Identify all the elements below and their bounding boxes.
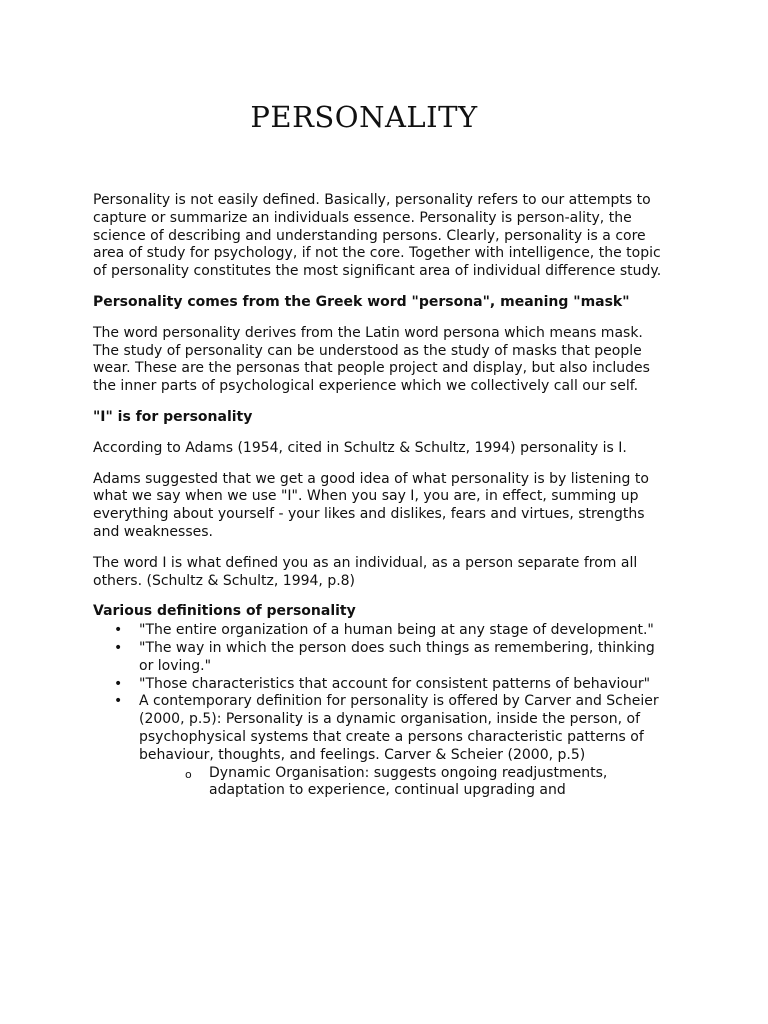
- definitions-list: [93, 622, 673, 800]
- list-item: • "The entire organization of a human being at any stage of development.": [114, 622, 673, 640]
- sub-list: [139, 765, 673, 801]
- sub-list-item: o Dynamic Organisation: suggests ongoing readjustments, adaptation to experience, continual upgrading and: [185, 765, 673, 801]
- word-i-paragraph: The word I is what defined you as an individual, as a person separate from all others. (Schultz & Schultz, 1994, p.8): [93, 554, 638, 589]
- adams-paragraph: According to Adams (1954, cited in Schultz & Schultz, 1994) personality is I.: [93, 439, 627, 456]
- section-heading-i: "I" is for personality: [93, 408, 253, 425]
- intro-paragraph: Personality is not easily defined. Basically, personality refers to our attempts to capture or summarize an individuals essence. Personality is person-ality, the science of describing and understanding persons. Clearly, personality is a core area of study for psychology, if not the core. Together with intelligence, the topic of personality constitutes the most significant area of individual difference study.: [93, 192, 662, 280]
- list-item: • "Those characteristics that account for consistent patterns of behaviour": [114, 676, 673, 694]
- persona-paragraph: The word personality derives from the Latin word persona which means mask. The study of personality can be understood as the study of masks that people wear. These are the personas that people project and display, but also includes the inner parts of psychological experience which we collectively call our self.: [93, 324, 650, 395]
- document-body: [93, 192, 673, 800]
- list-item: • "The way in which the person does such things as remembering, thinking or loving.": [114, 640, 673, 676]
- section-heading-persona: Personality comes from the Greek word "persona", meaning "mask": [93, 293, 630, 310]
- document-title: PERSONALITY: [250, 100, 478, 134]
- list-item: [114, 693, 673, 800]
- section-heading-definitions: Various definitions of personality: [93, 603, 356, 620]
- adams-suggestion-paragraph: Adams suggested that we get a good idea of what personality is by listening to what we say when we use "I". When you say I, you are, in effect, summing up everything about yourself - your likes and dislikes, fears and virtues, strengths and weaknesses.: [93, 470, 649, 540]
- list-item-text: A contemporary definition for personality is offered by Carver and Scheier (2000, p.5): Personality is a dynamic organisation, inside the person, of psychophysical systems that create a persons characteristic patterns of behaviour, thoughts, and feelings. Carver & Scheier (2000, p.5): [139, 693, 659, 763]
